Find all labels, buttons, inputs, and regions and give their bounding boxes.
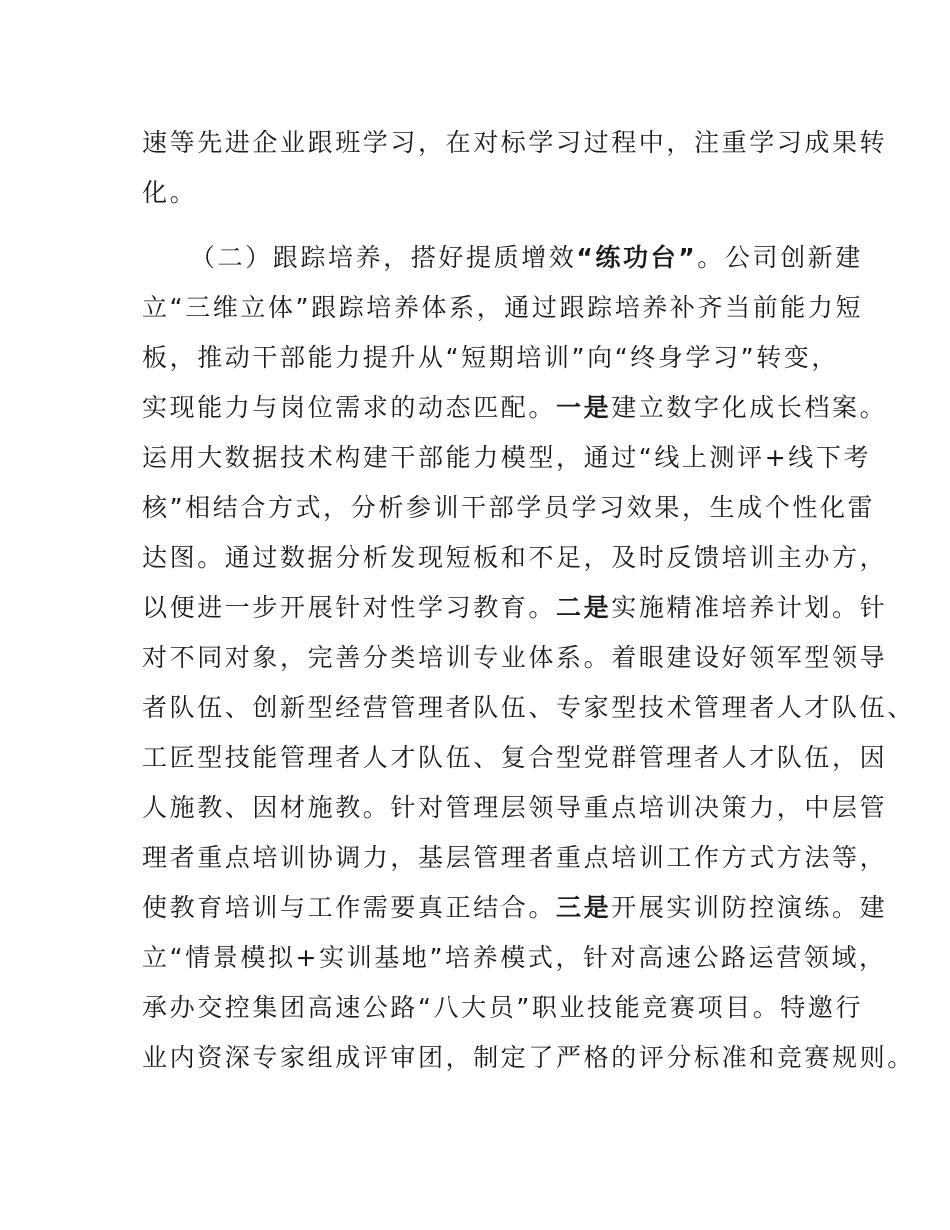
text-segment: 板，推动干部能力提升从“短期培训”向“终身学习”转变， bbox=[142, 343, 840, 372]
text-segment: 业内资深专家组成评审团，制定了严格的评分标准和竞赛规则。 bbox=[142, 1043, 915, 1072]
text-segment: 开展实训防控演练。建 bbox=[611, 893, 888, 922]
text-line bbox=[142, 940, 887, 976]
text-segment: 人施教、因材施教。针对管理层领导重点培训决策力，中层管 bbox=[142, 793, 888, 822]
text-line bbox=[142, 840, 887, 876]
text-segment: 者队伍、创新型经营管理者队伍、专家型技术管理者人才队伍、 bbox=[142, 693, 915, 722]
section-heading-text: （二）跟踪培养，搭好提质增效 bbox=[190, 243, 577, 272]
text-line bbox=[142, 640, 887, 676]
text-line bbox=[142, 590, 887, 626]
text-segment: 使教育培训与工作需要真正结合。 bbox=[142, 893, 557, 922]
text-line bbox=[142, 490, 875, 526]
text-segment: 化。 bbox=[142, 178, 198, 207]
text-line bbox=[142, 740, 887, 776]
text-line bbox=[142, 390, 887, 426]
text-line bbox=[142, 1040, 915, 1076]
text-segment: 工匠型技能管理者人才队伍、复合型党群管理者人才队伍，因 bbox=[142, 743, 888, 772]
text-segment: 立“三维立体”跟踪培养体系，通过跟踪培养补齐当前能力短 bbox=[142, 293, 864, 322]
text-line bbox=[142, 690, 915, 726]
text-line bbox=[142, 290, 863, 326]
text-segment: 实现能力与岗位需求的动态匹配。 bbox=[142, 393, 557, 422]
text-segment: 立“情景模拟+实训基地”培养模式，针对高速公路运营领域， bbox=[142, 943, 887, 972]
bold-marker: 二是 bbox=[556, 593, 612, 622]
text-line bbox=[142, 790, 887, 826]
text-line bbox=[142, 175, 197, 211]
text-segment: 达图。通过数据分析发现短板和不足，及时反馈培训主办方， bbox=[142, 543, 888, 572]
text-segment: 以便进一步开展针对性学习教育。 bbox=[142, 593, 557, 622]
text-segment: 理者重点培训协调力，基层管理者重点培训工作方式方法等， bbox=[142, 843, 888, 872]
text-segment: 建立数字化成长档案。 bbox=[611, 393, 888, 422]
bold-marker: 三是 bbox=[556, 893, 612, 922]
text-segment: 实施精准培养计划。针 bbox=[611, 593, 888, 622]
text-segment: 运用大数据技术构建干部能力模型，通过“线上测评+线下考 bbox=[142, 443, 872, 472]
text-segment: 核”相结合方式，分析参训干部学员学习效果，生成个性化雷 bbox=[142, 493, 876, 522]
text-segment: 承办交控集团高速公路“八大员”职业技能竞赛项目。特邀行 bbox=[142, 993, 864, 1022]
bold-term: “练功台” bbox=[576, 243, 698, 272]
text-segment: 对不同对象，完善分类培训专业体系。着眼建设好领军型领导 bbox=[142, 643, 888, 672]
bold-marker: 一是 bbox=[556, 393, 612, 422]
section-heading-line bbox=[190, 240, 863, 276]
text-line bbox=[142, 125, 887, 161]
text-segment: 速等先进企业跟班学习，在对标学习过程中，注重学习成果转 bbox=[142, 128, 888, 157]
text-segment: 。公司创新建 bbox=[697, 243, 863, 272]
text-line bbox=[142, 890, 887, 926]
text-line bbox=[142, 340, 839, 376]
text-line bbox=[142, 990, 863, 1026]
text-line bbox=[142, 540, 887, 576]
text-line bbox=[142, 440, 871, 476]
